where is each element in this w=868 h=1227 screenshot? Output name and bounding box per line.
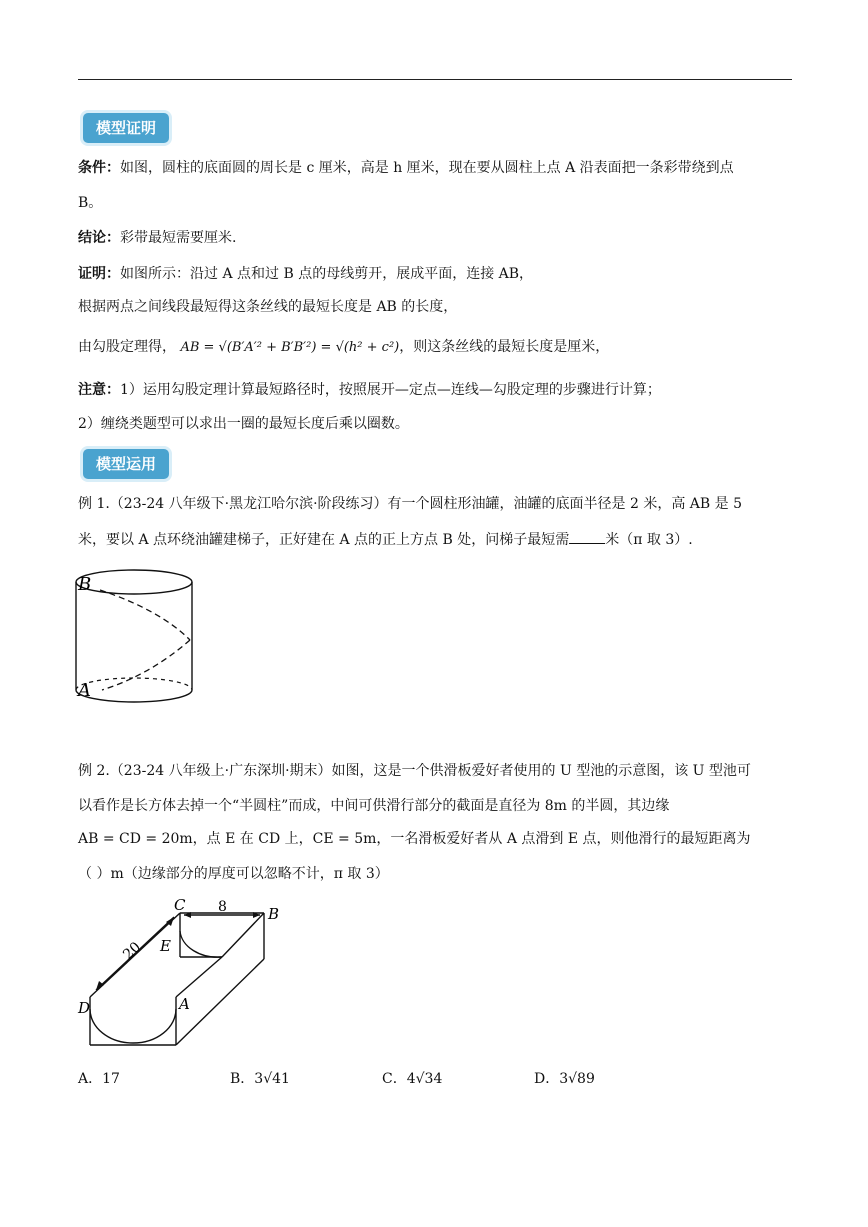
example-2-line-2: 以看作是长方体去掉一个“半圆柱”而成，中间可供滑行部分的截面是直径为 8m 的半圆，其边缘 (78, 798, 670, 814)
fig2-label-20: 20 (120, 939, 145, 963)
proof-text-3-suffix: ，则这条丝线的最短长度是厘米， (399, 339, 610, 355)
fig2-label-e: E (160, 937, 171, 955)
condition-text: 如图，圆柱的底面圆的周长是 c 厘米，高是 h 厘米，现在要从圆柱上点 A 沿表面把一条彩带绕到点 (120, 160, 734, 176)
fig2-label-d: D (78, 999, 91, 1017)
fig2-label-a: A (179, 995, 190, 1013)
u-pool-figure (70, 895, 290, 1055)
example-1-text-b: 米（π 取 3）. (605, 532, 693, 548)
option-d[interactable]: D．3√89 (534, 1071, 595, 1087)
example-2-line-4: （ ）m（边缘部分的厚度可以忽略不计，π 取 3） (78, 866, 389, 882)
proof-label: 证明： (78, 266, 120, 282)
option-b[interactable]: B．3√41 (230, 1071, 290, 1087)
example-1-line-2 (78, 529, 693, 550)
option-a[interactable]: A．17 (78, 1071, 120, 1087)
note-label: 注意： (78, 382, 120, 398)
condition-line-2: B。 (78, 195, 103, 211)
note-text-1: 1）运用勾股定理计算最短路径时，按照展开—定点—连线—勾股定理的步骤进行计算； (120, 382, 661, 398)
condition-label: 条件： (78, 160, 120, 176)
example-1-line-1: 例 1.（23-24 八年级下·黑龙江哈尔滨·阶段练习）有一个圆柱形油罐，油罐的底面半径是 2 米，高 AB 是 5 (78, 496, 742, 512)
condition-line (78, 158, 734, 178)
example-2-line-3: AB = CD = 20m，点 E 在 CD 上，CE = 5m，一名滑板爱好者从 A 点滑到 E 点，则他滑行的最短距离为 (78, 831, 751, 847)
proof-line-1 (78, 264, 533, 284)
fig1-label-a: A (78, 680, 91, 701)
fig2-label-c: C (174, 896, 186, 914)
example-1-text-a: 米，要以 A 点环绕油罐建梯子，正好建在 A 点的正上方点 B 处，问梯子最短需 (78, 532, 570, 548)
header-rule (78, 79, 792, 80)
note-line-2: 2）缠绕类题型可以求出一圈的最短长度后乘以圈数。 (78, 416, 409, 432)
option-c[interactable]: C．4√34 (382, 1071, 443, 1087)
proof-text-1: 如图所示：沿过 A 点和过 B 点的母线剪开，展成平面，连接 AB， (120, 266, 534, 282)
proof-line-3 (78, 337, 609, 358)
conclusion-label: 结论： (78, 230, 120, 246)
answer-blank (569, 529, 605, 544)
section-badge-proof: 模型证明 (83, 113, 169, 143)
fig2-label-b: B (268, 905, 280, 923)
proof-text-3-prefix: 由勾股定理得， (78, 339, 176, 355)
pythagoras-formula: AB = √(B′A′² + B′B′²) = √(h² + c²) (180, 340, 400, 355)
proof-line-2: 根据两点之间线段最短得这条丝线的最短长度是 AB 的长度， (78, 299, 458, 315)
cylinder-figure (70, 560, 210, 710)
section-badge-application: 模型运用 (83, 449, 169, 479)
conclusion-text: 彩带最短需要厘米. (120, 230, 237, 246)
note-line-1 (78, 380, 661, 400)
fig2-label-8: 8 (218, 899, 227, 915)
conclusion-line (78, 228, 236, 248)
example-2-line-1: 例 2.（23-24 八年级上·广东深圳·期末）如图，这是一个供滑板爱好者使用的 U 型池的示意图，该 U 型池可 (78, 763, 751, 779)
fig1-label-b: B (78, 574, 92, 595)
